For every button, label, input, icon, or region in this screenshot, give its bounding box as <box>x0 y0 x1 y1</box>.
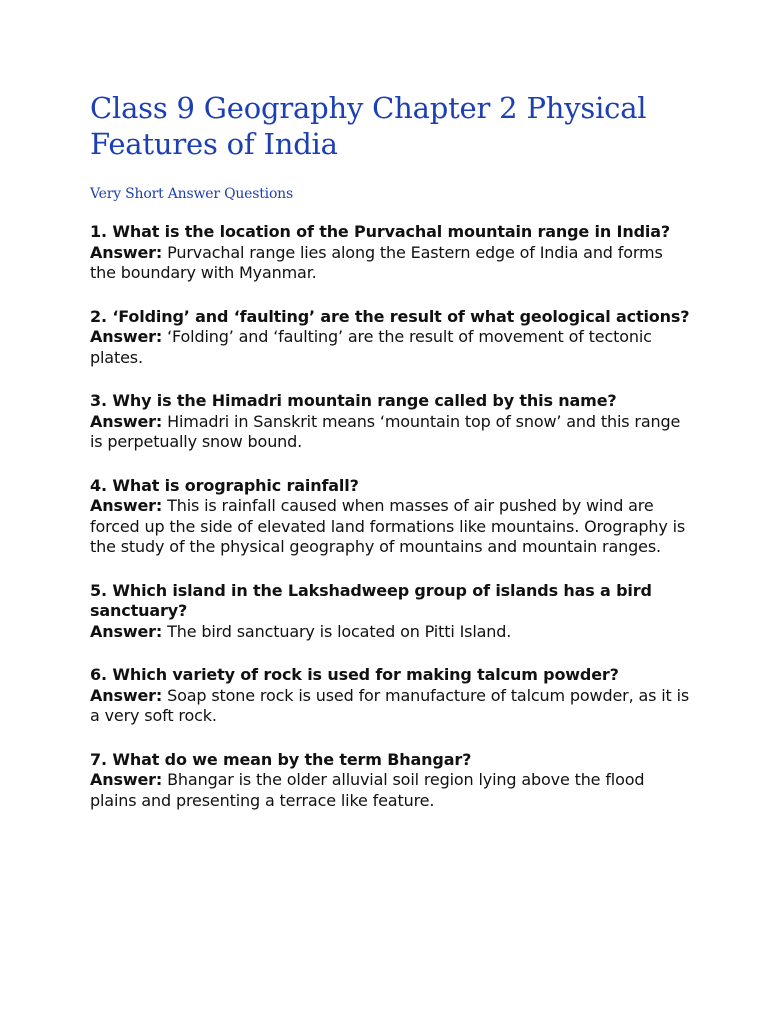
qa-item-3 <box>90 391 690 453</box>
qa-item-4 <box>90 476 690 558</box>
question-7: 7. What do we mean by the term Bhangar? <box>90 749 472 769</box>
answer-4 <box>90 496 690 558</box>
answer-label: Answer: <box>90 327 163 346</box>
answer-text-6: Soap stone rock is used for manufacture of talcum powder, as it is a very soft rock. <box>90 685 690 725</box>
document-page <box>90 90 690 834</box>
question-4: 4. What is orographic rainfall? <box>90 475 359 495</box>
qa-item-7 <box>90 750 690 812</box>
answer-7 <box>90 770 690 811</box>
qa-item-1 <box>90 222 690 284</box>
answer-text-3: Himadri in Sanskrit means ‘mountain top of snow’ and this range is perpetually snow bound. <box>90 411 681 451</box>
qa-item-5 <box>90 581 690 643</box>
qa-item-2 <box>90 307 690 369</box>
answer-text-4: This is rainfall caused when masses of air pushed by wind are forced up the side of elevated land formations like mountains. Orography is the study of the physical geography of mountains and mountain ranges. <box>90 496 686 556</box>
question-2: 2. ‘Folding’ and ‘faulting’ are the result of what geological actions? <box>90 306 690 326</box>
answer-text-2: ‘Folding’ and ‘faulting’ are the result of movement of tectonic plates. <box>90 327 652 367</box>
section-subtitle: Very Short Answer Questions <box>90 186 293 202</box>
answer-3 <box>90 412 690 453</box>
answer-label: Answer: <box>90 496 163 515</box>
answer-label: Answer: <box>90 411 163 431</box>
question-1: 1. What is the location of the Purvachal mountain range in India? <box>90 222 671 241</box>
answer-label: Answer: <box>90 242 163 262</box>
answer-1 <box>90 243 690 284</box>
answer-text-5: The bird sanctuary is located on Pitti Island. <box>167 621 512 641</box>
qa-item-6 <box>90 665 690 727</box>
answer-6 <box>90 686 690 727</box>
answer-2 <box>90 327 690 368</box>
answer-label: Answer: <box>90 621 163 641</box>
question-6: 6. Which variety of rock is used for making talcum powder? <box>90 665 619 684</box>
answer-5 <box>90 622 690 643</box>
qa-list <box>90 222 690 811</box>
answer-label: Answer: <box>90 770 163 789</box>
answer-label: Answer: <box>90 685 163 705</box>
question-3: 3. Why is the Himadri mountain range called by this name? <box>90 391 617 410</box>
answer-text-7: Bhangar is the older alluvial soil region lying above the flood plains and presenting a terrace like feature. <box>90 770 645 810</box>
answer-text-1: Purvachal range lies along the Eastern edge of India and forms the boundary with Myanmar. <box>90 242 663 282</box>
page-title: Class 9 Geography Chapter 2 Physical Features of India <box>90 91 647 161</box>
question-5: 5. Which island in the Lakshadweep group of islands has a bird sanctuary? <box>90 580 652 620</box>
